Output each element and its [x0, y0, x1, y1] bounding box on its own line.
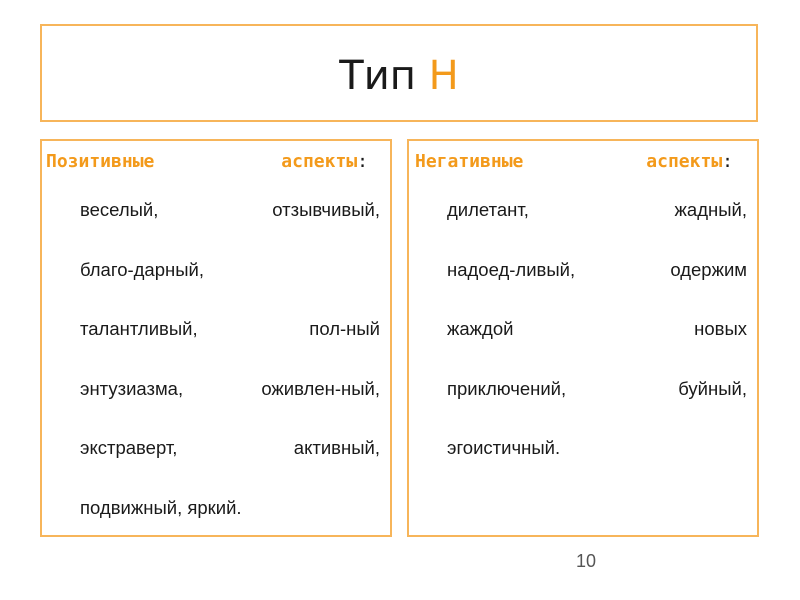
title-box — [40, 24, 758, 122]
slide-title — [42, 52, 756, 100]
heading-word-2: аспекты: — [646, 151, 733, 172]
word: одержим — [670, 258, 747, 280]
word: активный, — [293, 437, 380, 459]
positive-aspects-panel — [40, 139, 392, 537]
text-line — [80, 259, 380, 319]
title-accent: Н — [428, 53, 459, 99]
text-line — [447, 437, 747, 497]
negative-aspects-heading — [415, 149, 733, 175]
text-line — [80, 199, 380, 259]
positive-aspects-heading — [46, 149, 368, 175]
word: отзывчивый, — [272, 199, 380, 220]
word: экстраверт, — [80, 437, 178, 459]
text-line — [80, 437, 380, 497]
text-line — [80, 318, 380, 378]
positive-aspects-text — [80, 199, 380, 557]
word: приключений, — [447, 377, 567, 399]
word: оживлен-ный, — [261, 377, 380, 399]
word: подвижный, яркий. — [80, 496, 242, 518]
word: талантливый, — [80, 318, 198, 340]
page-number: 10 — [576, 551, 597, 571]
negative-aspects-text — [447, 199, 747, 497]
word: буйный, — [678, 377, 747, 399]
word: пол-ный — [309, 318, 380, 340]
text-line — [80, 497, 380, 557]
title-main: Тип — [339, 53, 416, 99]
text-line — [447, 199, 747, 259]
word: дилетант, — [447, 199, 529, 220]
word: веселый, — [80, 199, 159, 220]
heading-word-1: Негативные — [415, 151, 524, 172]
text-line — [447, 378, 747, 438]
heading-word-1: Позитивные — [46, 151, 155, 172]
text-line — [447, 259, 747, 319]
negative-aspects-panel — [407, 139, 759, 537]
word: жадный, — [674, 199, 747, 220]
text-line — [447, 318, 747, 378]
heading-word-2: аспекты: — [281, 151, 368, 172]
word: благо-дарный, — [80, 258, 204, 280]
word: эгоистичный. — [447, 437, 561, 459]
word: новых — [694, 318, 747, 340]
text-line — [80, 378, 380, 438]
word: энтузиазма, — [80, 377, 184, 399]
word: надоед-ливый, — [447, 258, 576, 280]
word: жаждой — [447, 318, 514, 340]
